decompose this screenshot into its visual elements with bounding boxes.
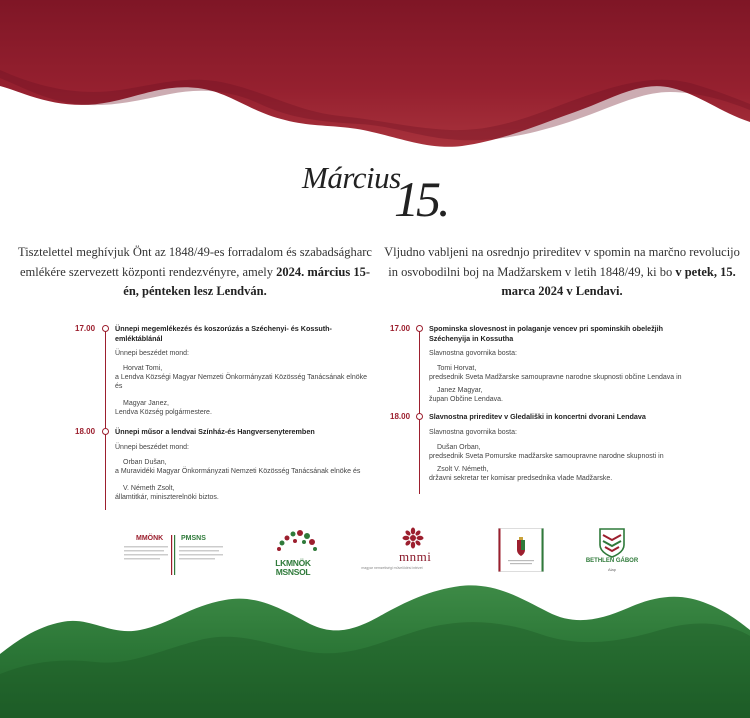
title-word: Március [302, 160, 401, 195]
speaker-label: Ünnepi beszédet mond: [115, 443, 189, 451]
event-time: 18.00 [390, 412, 411, 421]
speaker-role: a Lendva Községi Magyar Nemzeti Önkormányzati Közösség Tanácsának elnöke és [115, 374, 368, 390]
bethlen-subtitle: Alap [607, 567, 616, 572]
sl-event-2 [382, 412, 742, 483]
lkmnok-logo [262, 527, 324, 579]
hu-intro: Tisztelettel meghívjuk Önt az 1848/49-es forradalom és szabadságharc emlékére szervezett központi rendezvényre, amely 2024. március 15-én, pénteken lesz Lendván. [18, 245, 372, 298]
timeline-dot [416, 325, 423, 332]
bethlen-gabor-logo [585, 527, 639, 581]
speaker-label: Slavnostna govornika bosta: [429, 428, 517, 436]
speaker-label: Slavnostna govornika bosta: [429, 350, 517, 357]
lkmnok-text: LKMNÖK MSNSOL [275, 558, 311, 577]
speaker-role: államtitkár, miniszterelnöki biztos. [115, 493, 219, 501]
event-time: 18.00 [75, 427, 96, 436]
mnmi-subtitle: magyar nemzetiségi művelődési intézet [361, 566, 423, 570]
slovenian-column [382, 243, 742, 483]
speaker-name: Horvat Tomi, [123, 365, 163, 372]
title-number: 15. [394, 171, 448, 227]
sl-timeline [382, 324, 742, 483]
event-title: Ünnepi műsor a lendvai Színház-és Hangversenyteremben [115, 427, 315, 436]
sl-event-1 [382, 324, 742, 404]
hungarian-column [15, 243, 375, 502]
timeline-dot [102, 325, 109, 332]
sponsor-logos [0, 525, 750, 585]
speaker-name: Orban Dušan, [123, 458, 167, 466]
mnmi-logo [344, 525, 440, 577]
speaker-name: V. Németh Zsolt, [123, 484, 175, 492]
speaker-role: predsednik Sveta Madžarske samoupravne narodne skupnosti občine Lendava in [429, 374, 682, 381]
speaker-role: državni sekretar ter komisar predsednika vlade Madžarske. [429, 474, 613, 482]
speaker-name: Dušan Orban, [437, 443, 481, 451]
mmonk-pmsns-logo [118, 533, 230, 577]
hu-event-2 [15, 427, 375, 502]
event-title: Slavnostna prireditev v Gledališki in koncertni dvorani Lendava [429, 412, 646, 421]
page-title [0, 150, 750, 225]
event-time: 17.00 [390, 324, 411, 333]
mmonk-text: MMÖNK [136, 535, 164, 542]
government-logo [498, 528, 544, 572]
speaker-name: Tomi Horvat, [437, 365, 477, 372]
hu-timeline [15, 324, 375, 502]
speaker-label: Ünnepi beszédet mond: [115, 350, 189, 357]
mnmi-text: mnmi [399, 549, 432, 564]
hu-event-1 [15, 324, 375, 417]
timeline-dot [416, 413, 423, 420]
green-watercolor-band [0, 578, 750, 718]
timeline-dot [102, 428, 109, 435]
pmsns-text: PMSNS [181, 535, 206, 542]
event-title: Spominska slovesnost in polaganje vencev pri spominskih obeležjih Széchenyija in Kossutha [429, 324, 664, 343]
speaker-role: predsednik Sveta Pomurske madžarske samoupravne narodne skupnosti in [429, 452, 664, 460]
speaker-role: župan Občine Lendava. [429, 396, 503, 403]
event-title: Ünnepi megemlékezés és koszorúzás a Széchenyi- és Kossuth-emléktáblánál [115, 324, 332, 343]
event-time: 17.00 [75, 324, 96, 333]
speaker-role: Lendva Község polgármestere. [115, 409, 212, 416]
sl-intro: Vljudno vabljeni na osrednjo prireditev v spomin na marčno revolucijo in osvobodilni boj na Madžarskem v letih 1848/49, ki bo v petek, 15. marca 2024 v Lendavi. [384, 245, 740, 298]
hu-intro-date: 2024. március 15-én, pénteken lesz Lendván. [123, 264, 370, 298]
speaker-name: Zsolt V. Németh, [437, 465, 489, 473]
red-watercolor-band [0, 0, 750, 150]
speaker-role: a Muravidéki Magyar Önkormányzati Nemzeti Közösség Tanácsának elnöke és [115, 467, 361, 475]
speaker-name: Magyar Janez, [123, 400, 169, 407]
sl-intro-date: v petek, 15. marca 2024 v Lendavi. [501, 264, 736, 298]
speaker-name: Janez Magyar, [437, 387, 483, 394]
bethlen-text: BETHLEN GÁBOR [585, 558, 639, 564]
